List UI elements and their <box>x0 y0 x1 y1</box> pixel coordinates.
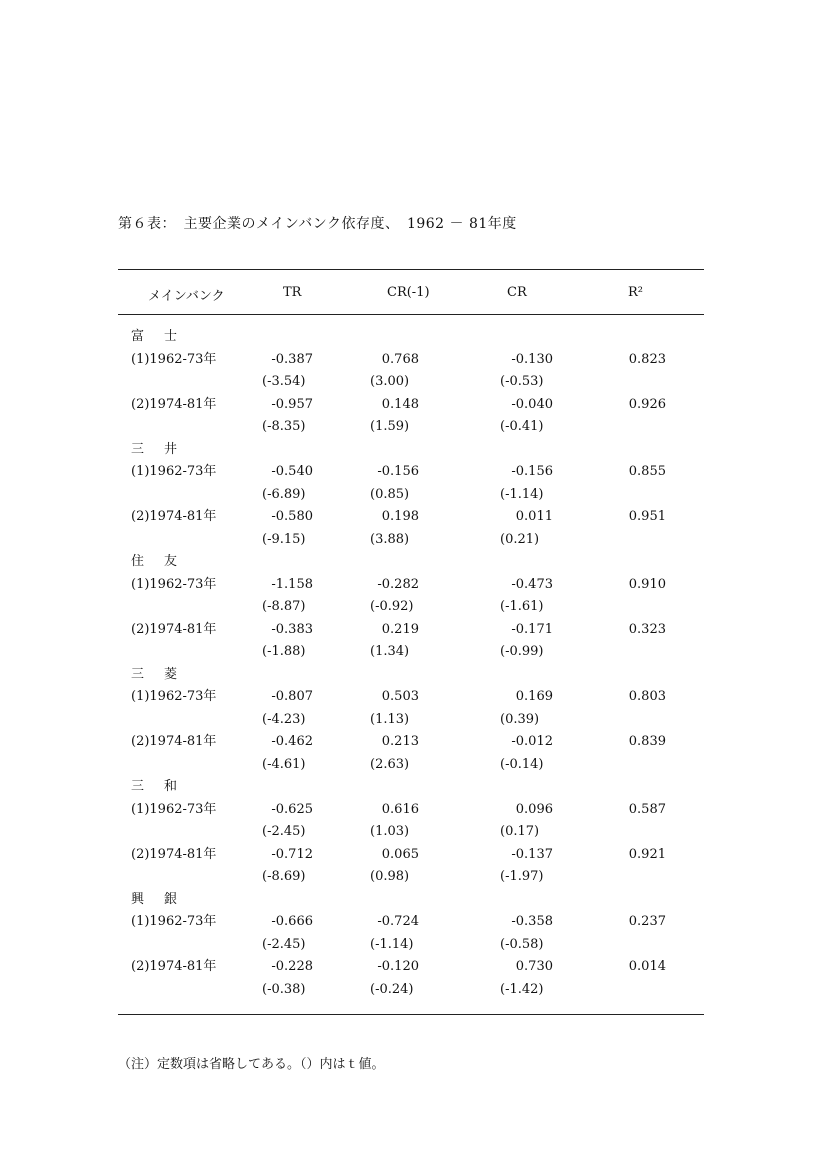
coef-cr: 0.730 <box>515 959 553 974</box>
coef-cr: -0.171 <box>511 621 553 637</box>
t-value-tr: (-8.87) <box>262 599 306 614</box>
t-value-tr: (-1.88) <box>262 644 306 659</box>
t-value-cr: (0.17) <box>500 824 540 839</box>
coef-cr-lag: 0.768 <box>381 351 419 367</box>
coef-cr-lag: 0.219 <box>381 621 419 637</box>
coef-cr: -0.156 <box>511 464 553 479</box>
t-value-cr: (-1.97) <box>500 869 544 884</box>
coef-cr-lag: 0.065 <box>381 846 419 862</box>
r-squared: 0.926 <box>628 396 666 412</box>
t-value-cr-lag: (1.13) <box>370 711 410 727</box>
r-squared: 0.951 <box>628 509 666 524</box>
t-value-tr: (-4.23) <box>262 711 306 727</box>
bank-name: 興銀 <box>131 891 198 907</box>
period-label: (2)1974-81年 <box>131 396 217 412</box>
r-squared: 0.014 <box>628 959 666 974</box>
r-squared: 0.803 <box>628 689 666 704</box>
t-value-cr-lag: (1.34) <box>370 644 410 659</box>
header-tr: TR <box>283 285 302 300</box>
t-value-cr-lag: (1.03) <box>370 824 410 839</box>
t-value-cr: (0.21) <box>500 531 540 547</box>
bank-name: 三井 <box>131 441 198 457</box>
coef-tr: -0.625 <box>271 801 313 817</box>
coef-tr: -1.158 <box>271 576 313 592</box>
coef-cr: 0.011 <box>515 509 553 524</box>
t-value-cr: (0.39) <box>500 711 540 727</box>
t-value-tr: (-8.69) <box>262 869 306 884</box>
r-squared: 0.587 <box>628 801 666 817</box>
coef-tr: -0.580 <box>271 509 313 524</box>
t-value-cr-lag: (2.63) <box>370 756 410 772</box>
t-value-cr-lag: (-1.14) <box>370 936 414 952</box>
coef-tr: -0.666 <box>271 914 313 929</box>
t-value-tr: (-8.35) <box>262 419 306 434</box>
coef-cr-lag: 0.503 <box>381 689 419 704</box>
t-value-cr-lag: (1.59) <box>370 419 410 434</box>
coef-cr: -0.473 <box>511 576 553 592</box>
t-value-cr: (-1.42) <box>500 981 544 997</box>
period-label: (2)1974-81年 <box>131 509 217 524</box>
r-squared: 0.921 <box>628 846 666 862</box>
period-label: (2)1974-81年 <box>131 734 217 749</box>
r-squared: 0.839 <box>628 734 666 749</box>
coef-cr: -0.137 <box>511 846 553 862</box>
t-value-cr: (-0.58) <box>500 936 544 952</box>
r-squared: 0.910 <box>628 576 666 592</box>
period-label: (1)1962-73年 <box>131 351 217 367</box>
t-value-cr-lag: (0.85) <box>370 486 410 502</box>
coef-cr: -0.040 <box>511 396 553 412</box>
table-footnote: （注）定数項は省略してある。（）内はｔ値。 <box>118 1057 385 1072</box>
period-label: (1)1962-73年 <box>131 464 217 479</box>
coef-cr: -0.130 <box>511 351 553 367</box>
table-bottom-rule <box>118 1014 704 1015</box>
coef-tr: -0.540 <box>271 464 313 479</box>
t-value-cr-lag: (3.00) <box>370 374 410 389</box>
bank-name: 富士 <box>131 329 198 344</box>
period-label: (2)1974-81年 <box>131 621 217 637</box>
header-cr-lag: CR(-1) <box>387 285 430 300</box>
period-label: (1)1962-73年 <box>131 689 217 704</box>
r-squared: 0.855 <box>628 464 666 479</box>
t-value-tr: (-4.61) <box>262 756 306 772</box>
period-label: (2)1974-81年 <box>131 959 217 974</box>
t-value-cr: (-0.53) <box>500 374 544 389</box>
r-squared: 0.323 <box>628 621 666 637</box>
t-value-tr: (-2.45) <box>262 936 306 952</box>
t-value-cr: (-0.41) <box>500 419 544 434</box>
r-squared: 0.237 <box>628 914 666 929</box>
r-squared: 0.823 <box>628 351 666 367</box>
coef-cr-lag: 0.148 <box>381 396 419 412</box>
t-value-tr: (-6.89) <box>262 486 306 502</box>
bank-name: 三和 <box>131 779 198 794</box>
coef-cr: -0.012 <box>511 734 553 749</box>
period-label: (1)1962-73年 <box>131 801 217 817</box>
coef-tr: -0.462 <box>271 734 313 749</box>
table-title: 第６表： 主要企業のメインバンク依存度、 1962 － 81年度 <box>118 216 517 232</box>
t-value-tr: (-0.38) <box>262 981 306 997</box>
t-value-cr: (-1.61) <box>500 599 544 614</box>
t-value-cr-lag: (-0.24) <box>370 981 414 997</box>
t-value-cr: (-0.14) <box>500 756 544 772</box>
period-label: (2)1974-81年 <box>131 846 217 862</box>
t-value-cr: (-1.14) <box>500 486 544 502</box>
header-r2: R² <box>628 285 643 300</box>
coef-cr-lag: -0.724 <box>377 914 419 929</box>
t-value-cr-lag: (3.88) <box>370 531 410 547</box>
header-cr: CR <box>507 285 527 300</box>
coef-cr: 0.096 <box>515 801 553 817</box>
coef-tr: -0.712 <box>271 846 313 862</box>
coef-cr-lag: -0.120 <box>377 959 419 974</box>
coef-cr-lag: -0.156 <box>377 464 419 479</box>
coef-cr: -0.358 <box>511 914 553 929</box>
t-value-cr-lag: (-0.92) <box>370 599 414 614</box>
t-value-cr: (-0.99) <box>500 644 544 659</box>
t-value-tr: (-3.54) <box>262 374 306 389</box>
coef-tr: -0.383 <box>271 621 313 637</box>
coef-tr: -0.228 <box>271 959 313 974</box>
coef-tr: -0.807 <box>271 689 313 704</box>
coef-tr: -0.957 <box>271 396 313 412</box>
bank-name: 三菱 <box>131 666 198 682</box>
coef-cr-lag: 0.213 <box>381 734 419 749</box>
bank-name: 住友 <box>131 554 198 569</box>
t-value-tr: (-2.45) <box>262 824 306 839</box>
coef-cr-lag: 0.198 <box>381 509 419 524</box>
period-label: (1)1962-73年 <box>131 576 217 592</box>
t-value-cr-lag: (0.98) <box>370 869 410 884</box>
coef-tr: -0.387 <box>271 351 313 367</box>
coef-cr-lag: 0.616 <box>381 801 419 817</box>
t-value-tr: (-9.15) <box>262 531 306 547</box>
period-label: (1)1962-73年 <box>131 914 217 929</box>
header-main-bank: メインバンク <box>148 289 225 304</box>
coef-cr: 0.169 <box>515 689 553 704</box>
coef-cr-lag: -0.282 <box>377 576 419 592</box>
